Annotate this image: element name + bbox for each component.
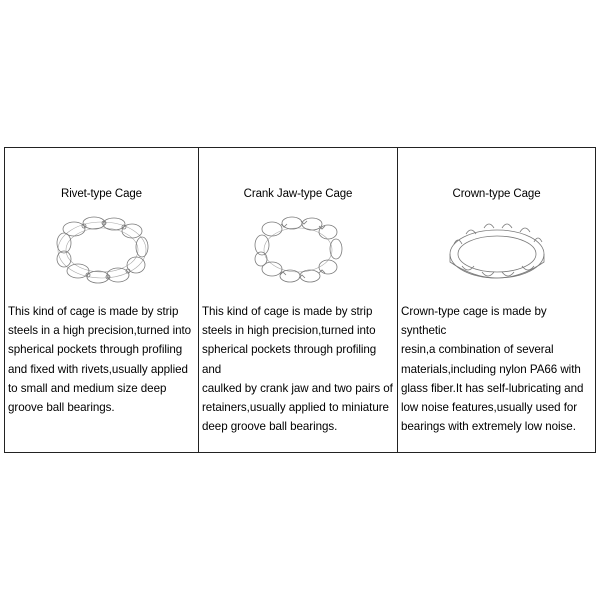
rivet-cage-image <box>5 214 198 286</box>
crank-jaw-cage-description <box>202 302 395 436</box>
description-line: steels in a high precision,turned into <box>8 324 192 338</box>
description-line: and fixed with rivets,usually applied <box>8 362 188 376</box>
rivet-cage-title: Rivet-type Cage <box>61 188 142 200</box>
description-line: Crown-type cage is made by synthetic <box>401 305 547 338</box>
crank-jaw-cage-icon <box>248 215 348 285</box>
crank-jaw-cage-title: Crank Jaw-type Cage <box>243 188 353 200</box>
rivet-cage-icon <box>52 215 152 285</box>
description-line: resin,a combination of several <box>401 343 554 357</box>
description-line: deep groove ball bearings. <box>202 420 338 434</box>
crown-cage-image <box>398 214 595 286</box>
description-line: This kind of cage is made by strip <box>8 305 179 318</box>
description-line: This kind of cage is made by strip <box>202 305 373 318</box>
description-line: bearings with extremely low noise. <box>401 420 576 434</box>
description-line: to small and medium size deep <box>8 381 167 395</box>
description-line: groove ball bearings. <box>8 401 115 415</box>
crank-jaw-cage-image <box>199 214 397 286</box>
description-line: steels in high precision,turned into <box>202 324 376 338</box>
cage-comparison-table <box>4 147 596 453</box>
description-line: low noise features,usually used for <box>401 401 578 415</box>
crank-jaw-cage-cell <box>198 148 397 452</box>
rivet-cage-cell <box>5 148 198 452</box>
crown-cage-cell <box>397 148 595 452</box>
crown-cage-title: Crown-type Cage <box>452 188 541 200</box>
description-line: spherical pockets through profiling <box>8 343 183 357</box>
crown-cage-description <box>401 302 593 436</box>
rivet-cage-description <box>8 302 196 417</box>
description-line: materials,including nylon PA66 with <box>401 362 581 376</box>
crown-cage-icon <box>442 214 552 286</box>
description-line: retainers,usually applied to miniature <box>202 401 389 415</box>
description-line: glass fiber.It has self-lubricating and <box>401 381 584 395</box>
description-line: spherical pockets through profiling and <box>202 343 377 376</box>
description-line: caulked by crank jaw and two pairs of <box>202 381 393 395</box>
